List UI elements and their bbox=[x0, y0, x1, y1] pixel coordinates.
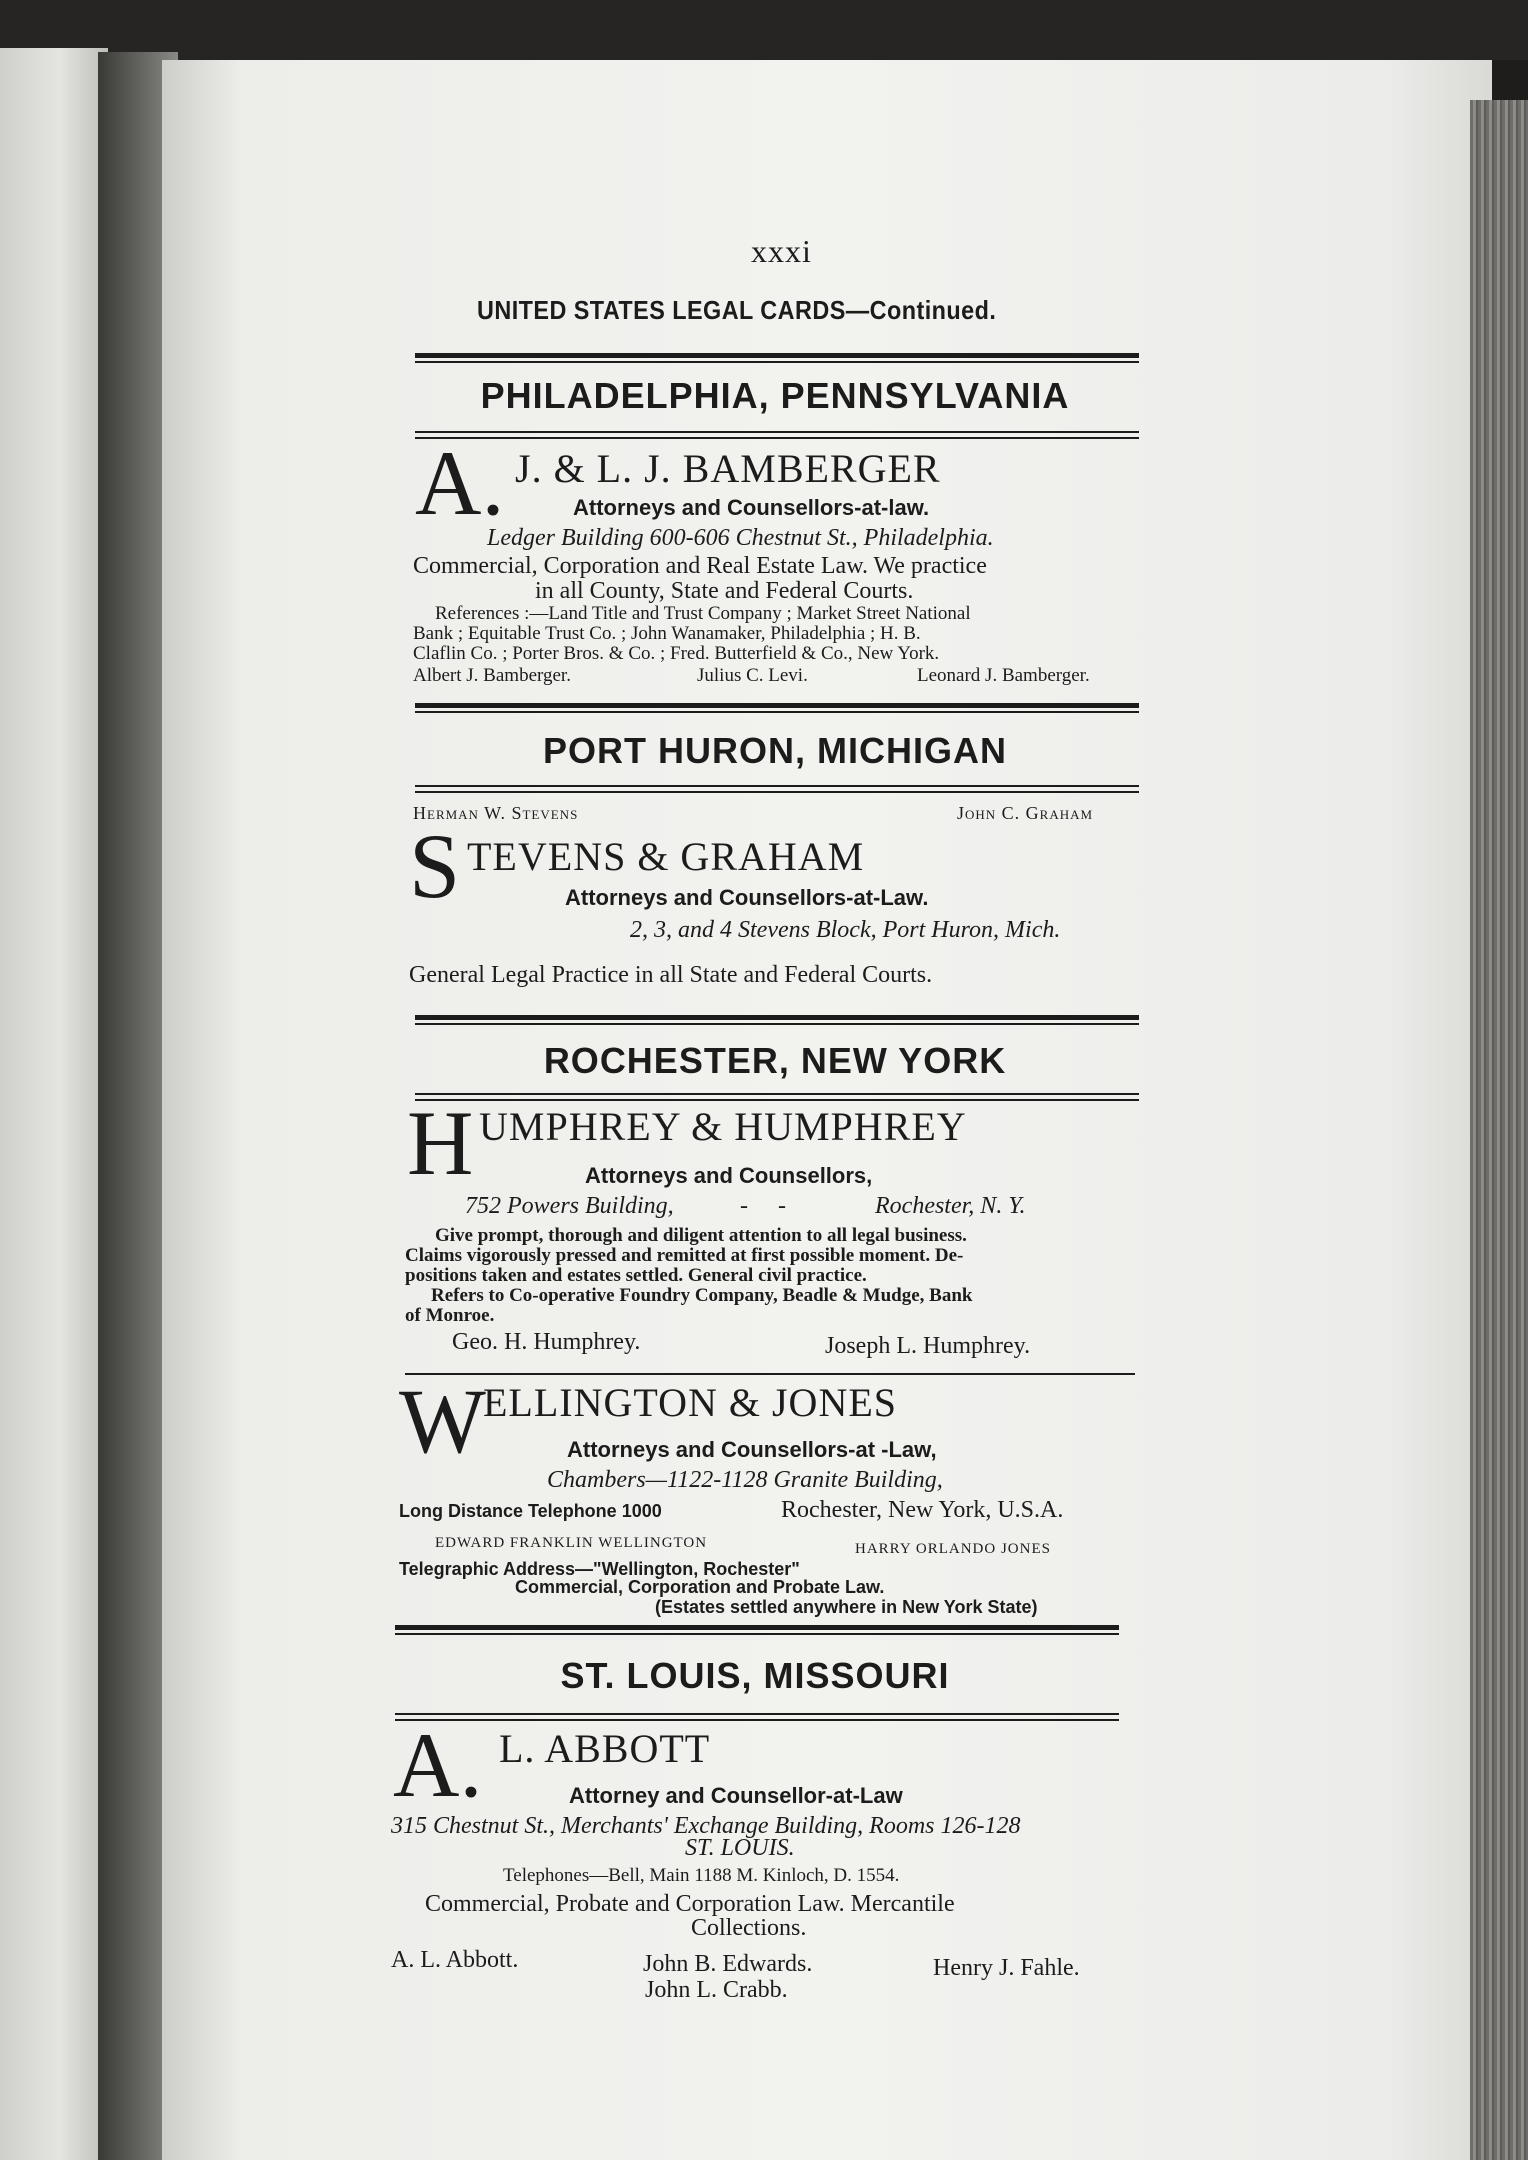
section-rule bbox=[395, 1713, 1119, 1721]
member-name: Henry J. Fahle. bbox=[933, 1955, 1080, 1981]
member-name: Geo. H. Humphrey. bbox=[452, 1329, 641, 1355]
card-text: Refers to Co-operative Foundry Company, Beadle & Mudge, Bank bbox=[431, 1285, 973, 1306]
firm-name: L. ABBOTT bbox=[499, 1726, 711, 1771]
partner-name: EDWARD FRANKLIN WELLINGTON bbox=[435, 1535, 708, 1551]
firm-tagline: Attorneys and Counsellors-at-law. bbox=[573, 495, 930, 520]
practice-text: Commercial, Corporation and Probate Law. bbox=[515, 1577, 885, 1597]
member-name: Leonard J. Bamberger. bbox=[917, 665, 1090, 686]
firm-tagline: Attorney and Counsellor-at-Law bbox=[569, 1783, 903, 1808]
city-heading: ST. LOUIS, MISSOURI bbox=[560, 1655, 950, 1696]
practice-text: in all County, State and Federal Courts. bbox=[535, 578, 914, 604]
partner-name: Herman W. Stevens bbox=[413, 803, 579, 823]
card-text: positions taken and estates settled. General civil practice. bbox=[405, 1265, 867, 1286]
section-rule bbox=[415, 1093, 1139, 1101]
firm-address: 315 Chestnut St., Merchants' Exchange Building, Rooms 126-128 bbox=[391, 1813, 1021, 1839]
firm-name: TEVENS & GRAHAM bbox=[467, 834, 865, 879]
practice-text: General Legal Practice in all State and Federal Courts. bbox=[409, 962, 933, 988]
references-text: References :—Land Title and Trust Company ; Market Street National bbox=[435, 603, 971, 624]
member-name: A. L. Abbott. bbox=[391, 1947, 519, 1973]
scanner-background bbox=[0, 0, 1528, 60]
firm-address: 752 Powers Building, bbox=[465, 1193, 674, 1219]
firm-address: ST. LOUIS. bbox=[685, 1835, 795, 1861]
practice-text: Commercial, Probate and Corporation Law. Mercantile bbox=[425, 1891, 955, 1917]
firm-tagline: Attorneys and Counsellors, bbox=[585, 1163, 873, 1188]
firm-tagline: Attorneys and Counsellors-at -Law, bbox=[567, 1437, 937, 1462]
partner-name: HARRY ORLANDO JONES bbox=[855, 1541, 1051, 1557]
estates-note: (Estates settled anywhere in New York State) bbox=[655, 1597, 1038, 1617]
firm-location: Rochester, New York, U.S.A. bbox=[781, 1497, 1064, 1523]
card-text: Claims vigorously pressed and remitted at first possible moment. De- bbox=[405, 1245, 964, 1266]
telephones: Telephones—Bell, Main 1188 M. Kinloch, D. 1554. bbox=[503, 1865, 900, 1886]
card-text: of Monroe. bbox=[405, 1305, 495, 1326]
firm-tagline: Attorneys and Counsellors-at-Law. bbox=[565, 885, 929, 910]
facing-page bbox=[0, 48, 108, 2160]
drop-initial: W bbox=[399, 1370, 486, 1472]
drop-initial: A. bbox=[393, 1714, 483, 1816]
references-text: Claflin Co. ; Porter Bros. & Co. ; Fred. Butterfield & Co., New York. bbox=[413, 643, 940, 664]
member-name: John B. Edwards. bbox=[643, 1951, 813, 1977]
drop-initial: A. bbox=[415, 432, 505, 534]
page-number: xxxi bbox=[751, 233, 812, 269]
member-name: John L. Crabb. bbox=[645, 1977, 788, 2003]
page-edges bbox=[1470, 100, 1528, 2160]
firm-name: UMPHREY & HUMPHREY bbox=[479, 1104, 967, 1149]
practice-text: Commercial, Corporation and Real Estate Law. We practice bbox=[413, 553, 987, 579]
section-rule bbox=[415, 353, 1139, 363]
running-head: UNITED STATES LEGAL CARDS—Continued. bbox=[477, 295, 997, 325]
section-rule bbox=[415, 785, 1139, 793]
firm-address: Ledger Building 600-606 Chestnut St., Philadelphia. bbox=[487, 525, 994, 551]
member-name: Julius C. Levi. bbox=[697, 665, 808, 686]
firm-address: Chambers—1122-1128 Granite Building, bbox=[547, 1467, 943, 1493]
section-rule bbox=[415, 1015, 1139, 1025]
card-text: Give prompt, thorough and diligent attention to all legal business. bbox=[435, 1225, 967, 1246]
firm-address: Rochester, N. Y. bbox=[875, 1193, 1026, 1219]
drop-initial: H bbox=[407, 1092, 474, 1194]
section-rule bbox=[415, 703, 1139, 713]
firm-name: ELLINGTON & JONES bbox=[483, 1380, 898, 1425]
practice-text: Collections. bbox=[691, 1915, 807, 1941]
firm-address: 2, 3, and 4 Stevens Block, Port Huron, Mich. bbox=[630, 917, 1061, 943]
city-heading: ROCHESTER, NEW YORK bbox=[543, 1040, 1007, 1081]
section-rule bbox=[395, 1625, 1119, 1635]
member-name: Albert J. Bamberger. bbox=[413, 665, 571, 686]
city-heading: PHILADELPHIA, PENNSYLVANIA bbox=[480, 375, 1070, 416]
firm-name: J. & L. J. BAMBERGER bbox=[515, 446, 941, 491]
drop-initial: S bbox=[409, 815, 461, 917]
member-name: Joseph L. Humphrey. bbox=[825, 1333, 1031, 1359]
references-text: Bank ; Equitable Trust Co. ; John Wanamaker, Philadelphia ; H. B. bbox=[413, 623, 921, 644]
telegraph-address: Telegraphic Address—"Wellington, Rochester" bbox=[399, 1559, 800, 1579]
address-separator: - - bbox=[740, 1193, 786, 1219]
partner-name: John C. Graham bbox=[957, 803, 1094, 823]
telephone: Long Distance Telephone 1000 bbox=[399, 1501, 662, 1521]
card-divider bbox=[405, 1373, 1135, 1375]
city-heading: PORT HURON, MICHIGAN bbox=[543, 730, 1007, 771]
section-rule bbox=[415, 431, 1139, 439]
